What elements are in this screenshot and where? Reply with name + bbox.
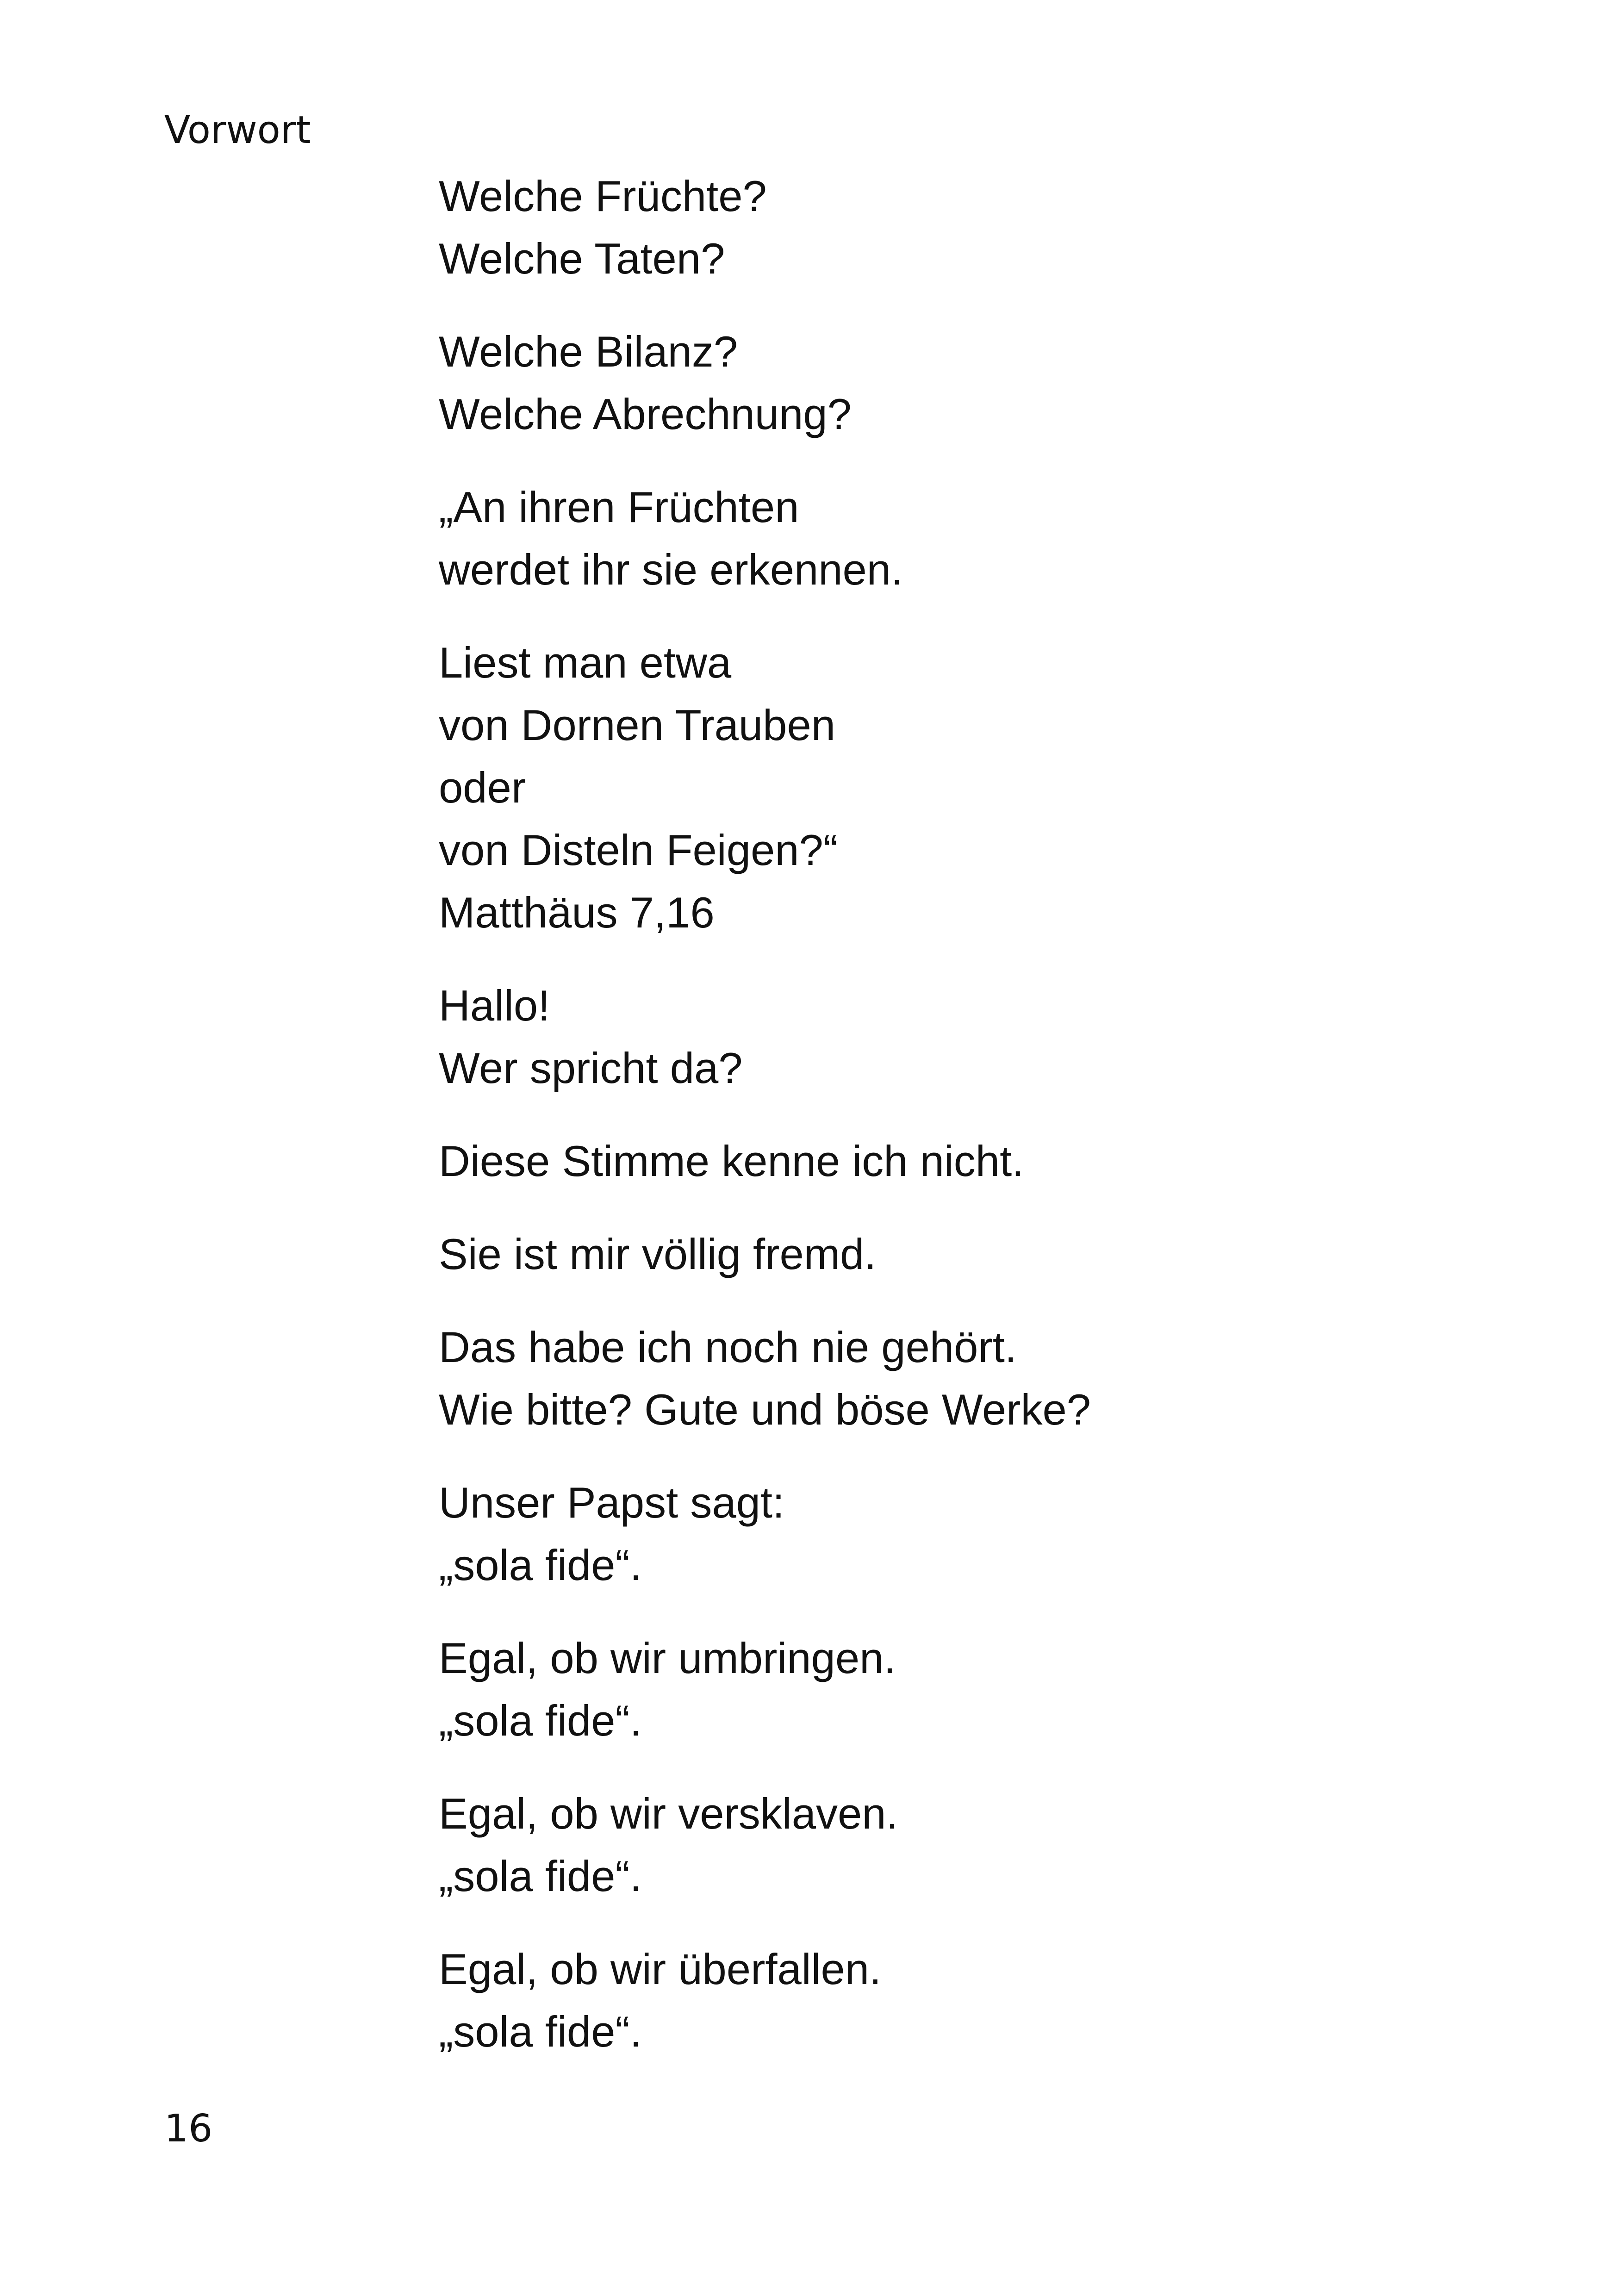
page-number: 16 bbox=[164, 2107, 213, 2151]
stanza bbox=[439, 165, 1503, 290]
poem-line: Egal, ob wir umbringen. bbox=[439, 1634, 896, 1682]
stanza bbox=[439, 476, 1503, 601]
poem-line: Unser Papst sagt: bbox=[439, 1478, 785, 1527]
poem-line: „sola fide“. bbox=[439, 2007, 642, 2056]
poem-line: Welche Früchte? bbox=[439, 172, 767, 220]
poem-line: von Dornen Trauben bbox=[439, 701, 836, 749]
poem-line: Egal, ob wir versklaven. bbox=[439, 1789, 898, 1838]
poem-line: Das habe ich noch nie gehört. bbox=[439, 1323, 1017, 1371]
poem-line: Wie bitte? Gute und böse Werke? bbox=[439, 1385, 1091, 1434]
poem-line: „sola fide“. bbox=[439, 1541, 642, 1589]
stanza bbox=[439, 1782, 1503, 1907]
poem-line: Welche Taten? bbox=[439, 234, 725, 283]
stanza bbox=[439, 1627, 1503, 1752]
poem-line: Egal, ob wir überfallen. bbox=[439, 1945, 882, 1993]
stanza bbox=[439, 1471, 1503, 1596]
bible-reference: Matthäus 7,16 bbox=[439, 888, 715, 937]
poem-line: oder bbox=[439, 763, 526, 812]
stanza bbox=[439, 631, 1503, 944]
poem-line: werdet ihr sie erkennen. bbox=[439, 545, 903, 594]
running-head: Vorwort bbox=[164, 108, 311, 152]
poem-line: „sola fide“. bbox=[439, 1852, 642, 1900]
poem-line: „An ihren Früchten bbox=[439, 483, 799, 531]
poem-body bbox=[439, 165, 1503, 2093]
stanza bbox=[439, 1223, 1503, 1285]
poem-line: Welche Abrechnung? bbox=[439, 390, 852, 438]
stanza bbox=[439, 1938, 1503, 2063]
poem-line: „sola fide“. bbox=[439, 1696, 642, 1745]
poem-line: Liest man etwa bbox=[439, 638, 732, 687]
poem-line: Wer spricht da? bbox=[439, 1044, 743, 1092]
poem-line: Hallo! bbox=[439, 981, 550, 1030]
poem-line: Sie ist mir völlig fremd. bbox=[439, 1230, 877, 1278]
stanza bbox=[439, 1130, 1503, 1192]
stanza bbox=[439, 974, 1503, 1099]
poem-line: Welche Bilanz? bbox=[439, 327, 738, 376]
poem-line: Diese Stimme kenne ich nicht. bbox=[439, 1137, 1024, 1185]
poem-line: von Disteln Feigen?“ bbox=[439, 826, 838, 874]
stanza bbox=[439, 1316, 1503, 1441]
stanza bbox=[439, 320, 1503, 445]
